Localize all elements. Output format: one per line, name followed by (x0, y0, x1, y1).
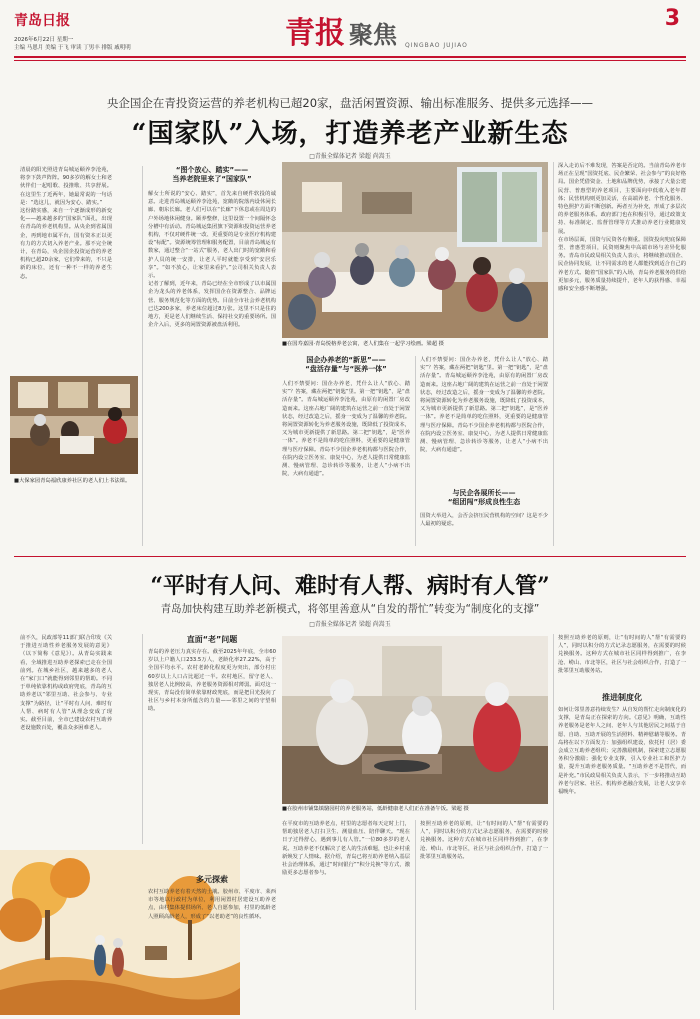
article2-col4b-p: 如何让邻里善意持续发生？从自发的帮忙走向制度化的支撑，是青岛正在探索的方向。《意见》明确，互助性养老服务是老年人之间、老年人与其他居民之间基于自愿、自助、互助开展的生活照料、精神慰藉等服务。青岛将在以下方面发力：加强组织建设，依托村（居）委会成立互助养老组织；完善激励机制，探索建立志愿服务积分激励；强化专业支撑，引入专业社工和医护力量，提升互助养老服务质量。“互助养老不是替代，而是补充。”市民政局相关负责人表示，下一步将推动互助养老与居家、社区、机构养老融合发展，让老人安享幸福晚年。 (558, 707, 686, 796)
article1-col4-p2: 在市场层面，国资与民资各有侧重。国资投向兜底保障型、普惠型项目，民资则聚焦中高端市场与差异化服务。青岛市民政局相关负责人表示，将继续推动国企、民企协同发展，让不同需求的老人都能找到适合自己的养老方式。随着“国家队”的入场，青岛养老服务的供给更加多元，服务质量持续提升，老年人的获得感、幸福感和安全感不断增强。 (558, 236, 686, 293)
article2-subhead1: 直面“老”问题 (186, 635, 238, 644)
calligraphy-class-photo (10, 376, 138, 474)
header-rule-thin (14, 60, 686, 61)
article2-col2 (148, 648, 276, 870)
header-meta (14, 36, 174, 52)
article1-subhead1 (148, 166, 276, 184)
article2-subtitle: 青岛加快构建互助养老新模式，将邻里善意从“自发的帮忙”转变为“制度化的支撑” (160, 603, 540, 615)
article-separator (14, 556, 686, 557)
article2-col1-p: 前不久，民政部等11部门联合印发《关于推进互助性养老服务发展的意见》（以下简称《意见》）。从青岛实践来看，全域推进互助养老探索已走在全国前列。在城乡社区，越来越多的老人在“家门口”就能得到邻里的帮助。不同于单纯依靠机构或政府兜底，青岛的互助养老以“邻里互助、社会参与、专业支撑”为路径，让“平时有人问、难时有人帮、病时有人管”从理念变成了现实。截至目前，全市已建设农村互助养老设施数百处，覆盖众多困难老人。 (20, 635, 112, 732)
article2-col4 (558, 634, 686, 688)
article1-subhead1-a: “图个放心、踏实”—— (175, 166, 249, 174)
calligraphy-caption: ■大保家园青岛福欣康养社区的老人们上书法课。 (14, 478, 131, 484)
section-title-gray: 聚焦 (349, 21, 397, 49)
editors-line: 主编 马恩月 美编 于飞 审读 丁男丰 排版 戚明明 (14, 45, 131, 51)
article1-subhead2 (282, 356, 410, 374)
article2-subhead3: 推进制度化 (602, 693, 642, 702)
painting-class-photo (282, 162, 548, 338)
article1-intro-p1: 清晨的阳光照进青岛城运颐养李沧苑，将李下鼓声阵阵。90多岁的解女士和老伙伴们一起唱歌、投推歌、共享舒展。在这里生了近两年，她最常说的一句话是：“选这儿，就因为安心、踏实。” (20, 167, 112, 206)
article1-col3-end (420, 512, 548, 546)
article1-headline: “国家队”入场，打造养老产业新生态 (131, 119, 569, 149)
article1-col3-p1: 人们不禁要问：国企办养老，凭什么让人“放心、踏实”？答案，藏在两把“钥匙”里。第一把“钥匙”，是“盘活存量”。青岛城运颐养李沧苑，由原有的闲置厂房改造而来。这座占地广阔的建筑在运营之前一直处于闲置状态，经过改造之后，摇身一变成为了温馨的养老院。将闲置资源转化为养老服务设施，既降低了投资成本，又为城市更新提供了新思路。第二把“钥匙”，是“医养一体”。养老不是简单的吃住照料，更重要的是健康管理与医疗保障。青岛不少国企养老机构都与医院合作，在院内设立医务室、康复中心，为老人提供日常健康监测、慢病管理、急诊转诊等服务，让老人“小病不出院，大病有通道”。 (282, 381, 410, 478)
article2-col3-p: 在平度市的互助养老点，村里的志愿者每天定时上门，帮助独居老人打扫卫生、测量血压、陪伴聊天。“现在日子过得舒心，遇到事儿有人管。”一位80多岁的老人说。互助养老不仅解决了老人的生活难题，也让乡村重新焕发了人情味。据介绍，青岛已将互助养老纳入基层社会治理体系，通过“时间银行”“积分兑换”等方式，激励更多志愿者参与。 (282, 821, 410, 877)
article2-col3 (282, 820, 410, 1010)
article1-subhead3 (420, 489, 548, 507)
article2-col2-p: 青岛的养老压力真实存在。截至2025年年底，全市60岁以上户籍人口233.5万人，老龄化率27.22%，高于全国平均水平。农村老龄化程度更为突出，部分村庄60岁以上人口占比超过一半。农村地区，留守老人、独居老人比例较高，养老服务资源相对薄弱。面对这一现实，青岛没有简单依靠财政兜底，而是把目光投向了社区与乡村本身所蕴含的力量——邻里之间的守望相助。 (148, 649, 276, 713)
section-title (285, 8, 397, 52)
article1-intro (20, 166, 112, 370)
article1-col3-end-p: 国资大举进入，会否会挤压民营机构的空间？这是不少人最初的疑虑。 (420, 513, 548, 528)
article1-col2-p1: 解女士所说的“安心、踏实”，首先来自硬件软投的诚意。走进青岛城运颐养李沧苑，宽敞的院落内设休闲长廊、朝东长廊。老人们可以在“长廊”下休息或在周边的户外场地休闲健身。颐养整修，这里设置一个间隔怀念分槽中有活动。青岛城运集团旗下资源和投资运营养老机构，不仅对硬件统一改、更重要的是专业医疗机构建设“标配”。资源统筹管理和服务配置，目前青岛城运有数家，通过整合“一站式”服务，老人出门时的宽敞和看护人员的统一安排，让老人平时就能享受到“安居乐享”。“如不放心，让家里来看护。”公司相关负责人表示。 (148, 191, 276, 280)
article2-subhead2: 多元探索 (196, 875, 228, 884)
article2-col4b (558, 706, 686, 1006)
article2-headline: “平时有人问、难时有人帮、病时有人管” (150, 573, 550, 599)
column-divider (415, 820, 416, 1010)
column-divider (142, 634, 143, 844)
column-divider (553, 162, 554, 546)
article1-subhead1-b: 当养老院里来了“国家队” (172, 175, 252, 183)
article1-subhead3-a: 与民企各展所长—— (452, 489, 516, 497)
article2-byline: □青报全媒体记者 梁超 尚嵩玉 (309, 621, 391, 628)
article1-col4-p1: 深入走访后不难发现，答案是否定的。当前青岛养老市场正在呈现“国资托底、民企繁荣、社会参与”的良好格局。国企凭借资金、土地和品牌优势，承接了大量公建民营、普惠型的养老项目，主要面向中低收入老年群体；民营机构则更加灵活，在高端养老、个性化服务、特色照护方面不断创新。两者互为补充，形成了多层次的养老服务体系。政府部门也在积极引导，通过政策支持、标准制定、监督管理等方式推动养老行业健康发展。 (558, 163, 686, 235)
article1-col3-cont (420, 356, 548, 484)
article2-col1 (20, 634, 112, 844)
article1-col2 (148, 190, 276, 546)
column-divider (415, 356, 416, 546)
article2-col4-p: 按照互助养老的原则，让“有时间的人”帮“有需要的人”，同时以积分的方式记录志愿服务，在需要的时候兑换服务。这种方式在城市社区同样得到推广，在李沧、崂山、市北等区，社区与社会组织合作，打造了一批邻里互助服务站。 (558, 635, 686, 674)
article1-subhead2-a: 国企办养老的“新思”—— (306, 356, 386, 364)
header-rule (14, 56, 686, 58)
article1-col3-cont-p: 人们不禁要问：国企办养老，凭什么让人“放心、踏实”？答案，藏在两把“钥匙”里。第一把“钥匙”，是“盘活存量”。青岛城运颐养李沧苑，由原有的闲置厂房改造而来。这座占地广阔的建筑在运营之前一直处于闲置状态，经过改造之后，摇身一变成为了温馨的养老院。将闲置资源转化为养老服务设施，既降低了投资成本，又为城市更新提供了新思路。第二把“钥匙”，是“医养一体”。养老不是简单的吃住照料，更重要的是健康管理与医疗保障。青岛不少国企养老机构都与医院合作，在院内设立医务室、康复中心，为老人提供日常健康监测、慢病管理、急诊转诊等服务，让老人“小病不出院，大病有通道”。 (420, 357, 548, 454)
article1-kicker: 央企国企在青投资运营的养老机构已超20家，盘活闲置资源、输出标准服务、提供多元选择—— (106, 96, 594, 110)
article2-col3b-p: 按照互助养老的原则，让“有时间的人”帮“有需要的人”，同时以积分的方式记录志愿服务，在需要的时候兑换服务。这种方式在城市社区同样得到推广，在李沧、崂山、市北等区，社区与社会组织合作，打造了一批邻里互助服务站。 (420, 821, 548, 860)
date-line: 2026年6月22日 星期一 (14, 37, 74, 43)
article2-col3b (420, 820, 548, 1010)
painting-caption: ■在国寿嘉园·青岛悦榕养老公寓，老人们集在一起学习绘画。梁超 摄 (282, 341, 444, 347)
article1-byline: □青报全媒体记者 梁超 尚嵩玉 (309, 153, 391, 160)
article2-col2b (148, 888, 276, 1006)
article1-intro-p2: 这份踏实感，来自一个逐渐成形的新变化——越来越多的“国家队”面孔，出现在青岛的养老机构里。从央企到省属国企，再到地市属平台，国有资本正以更有力的方式切入养老产业。那不完全统计，在青岛，央企国企投资运营的养老机构已超20余家，它们带来的，不只是新的床位，还有一种不一样的养老生态。 (20, 208, 112, 280)
article1-subhead2-b: “盘活存量”与“医养一体” (305, 365, 387, 373)
page-number: 3 (664, 6, 680, 31)
lunch-prep-photo (282, 636, 548, 804)
article1-col3 (282, 380, 410, 546)
section-title-red: 青报 (285, 16, 345, 51)
paper-logo: 青岛日报 (14, 13, 70, 29)
lunch-prep-caption: ■在胶州市铺集镇駱园村的养老服务站，低龄健康老人们正在准备午饭。梁超 摄 (282, 806, 469, 812)
article1-col2-p2: 记者了解到，近年来，青岛已经在全市形成了以市属国企为龙头的养老体系，发挥国企在资源整合、品牌运营、服务规范化等方面的优势。目前全市社会养老机构已达200多家，养老床位超过8万张。这里不只是住的地方，更是老人们继续生活、保持社交的重要场所。国企介入后，更多的闲置资源被盘活利用。 (148, 281, 276, 329)
article1-col4 (558, 162, 686, 546)
section-pinyin: QINGBAO JUJIAO (405, 42, 468, 49)
column-divider (553, 634, 554, 1010)
article2-col2b-p: 农村互助养老有着天然的土壤。胶州市、平度市、莱西市等地以行政村为单位，利用闲置村居建设互助养老点，由村集体提供场所、老人自愿参加，村里的低龄老人照顾高龄老人，形成了“以老助老”的良性循环。 (148, 889, 276, 920)
article1-subhead3-b: “组团闯”形成良性生态 (447, 498, 521, 506)
column-divider (142, 166, 143, 546)
